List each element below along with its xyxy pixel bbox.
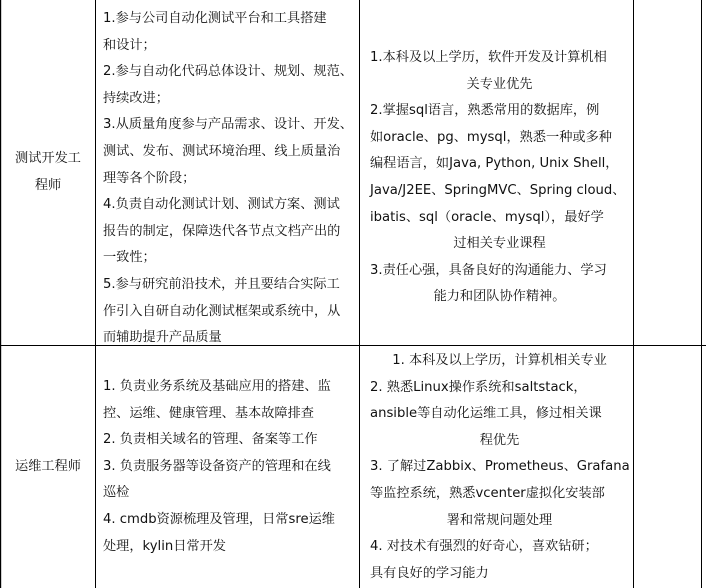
duty-line: 报告的制定，保障迭代各节点文档产出的 <box>103 223 341 239</box>
duty-line: 理等各个阶段； <box>103 170 196 186</box>
duty-line: 4.负责自动化测试计划、测试方案、测试 <box>103 197 340 213</box>
empty-cell <box>634 346 701 588</box>
requirements-cell-test-dev <box>360 45 633 311</box>
requirement-line: 程优先 <box>479 432 520 448</box>
requirement-line: 1. 本科及以上学历，计算机相关专业 <box>392 353 607 368</box>
duty-line: 持续改进； <box>103 90 169 106</box>
duty-line: 3. 负责服务器等设备资产的管理和在线 <box>103 458 331 474</box>
role-name-line: 测试开发工 <box>15 150 81 166</box>
requirement-line: 1.本科及以上学历，软件开发及计算机相 <box>370 50 607 65</box>
duty-line: 而辅助提升产品质量 <box>103 330 222 346</box>
requirement-line: 具有良好的学习能力 <box>370 565 489 581</box>
requirement-line: 过相关专业课程 <box>453 236 546 252</box>
role-cell-ops <box>1 346 95 588</box>
duty-line: 巡检 <box>103 485 130 501</box>
requirement-line: 等监控系统，熟悉vcenter虚拟化安装部 <box>370 485 605 501</box>
requirement-line: 署和常规问题处理 <box>446 512 553 528</box>
duties-cell-test-dev <box>96 6 359 352</box>
requirements-cell-ops <box>360 348 633 587</box>
requirement-line: 3. 了解过Zabbix、Prometheus、Grafana <box>370 459 630 475</box>
requirement-line: 关专业优先 <box>466 76 533 92</box>
duty-line: 处理，kylin日常开发 <box>103 538 226 554</box>
duty-line: 1. 负责业务系统及基础应用的搭建、监 <box>103 379 331 394</box>
duty-line: 一致性； <box>103 250 156 266</box>
duty-line: 5.参与研究前沿技术，并且要结合实际工 <box>103 276 340 292</box>
requirement-line: 能力和团队协作精神。 <box>433 289 566 305</box>
requirement-line: ibatis、sql（oracle、mysql），最好学 <box>370 209 604 225</box>
requirement-line: Java/J2EE、SpringMVC、Spring cloud、 <box>370 182 626 198</box>
empty-cell <box>634 0 701 345</box>
table-border-right <box>701 0 702 588</box>
requirement-line: 4. 对技术有强烈的好奇心，喜欢钻研； <box>370 539 598 555</box>
role-cell-test-dev <box>1 0 95 345</box>
duty-line: 1.参与公司自动化测试平台和工具搭建 <box>103 11 327 26</box>
role-name-line: 运维工程师 <box>15 458 81 474</box>
duties-cell-ops <box>96 374 359 560</box>
role-name-line: 程师 <box>34 177 62 193</box>
requirement-line: 3.责任心强，具备良好的沟通能力、学习 <box>370 262 607 278</box>
requirement-line: 2. 熟悉Linux操作系统和saltstack， <box>370 379 587 395</box>
requirement-line: 如oracle、pg、mysql，熟悉一种或多种 <box>370 129 612 145</box>
duty-line: 3.从质量角度参与产品需求、设计、开发、 <box>103 117 353 133</box>
requirement-line: ansible等自动化运维工具，修过相关课 <box>370 406 602 422</box>
duty-line: 4. cmdb资源梳理及管理，日常sre运维 <box>103 511 335 527</box>
duty-line: 控、运维、健康管理、基本故障排查 <box>103 405 314 421</box>
duty-line: 2. 负责相关域名的管理、备案等工作 <box>103 432 318 448</box>
requirement-line: 编程语言，如Java, Python, Unix Shell， <box>370 156 619 172</box>
duty-line: 2.参与自动化代码总体设计、规划、规范、 <box>103 64 353 80</box>
duty-line: 作引入自研自动化测试框架或系统中，从 <box>103 303 341 319</box>
duty-line: 测试、发布、测试环境治理、线上质量治 <box>103 143 341 159</box>
duty-line: 和设计； <box>103 37 156 53</box>
requirement-line: 2.掌握sql语言，熟悉常用的数据库，例 <box>370 103 600 119</box>
